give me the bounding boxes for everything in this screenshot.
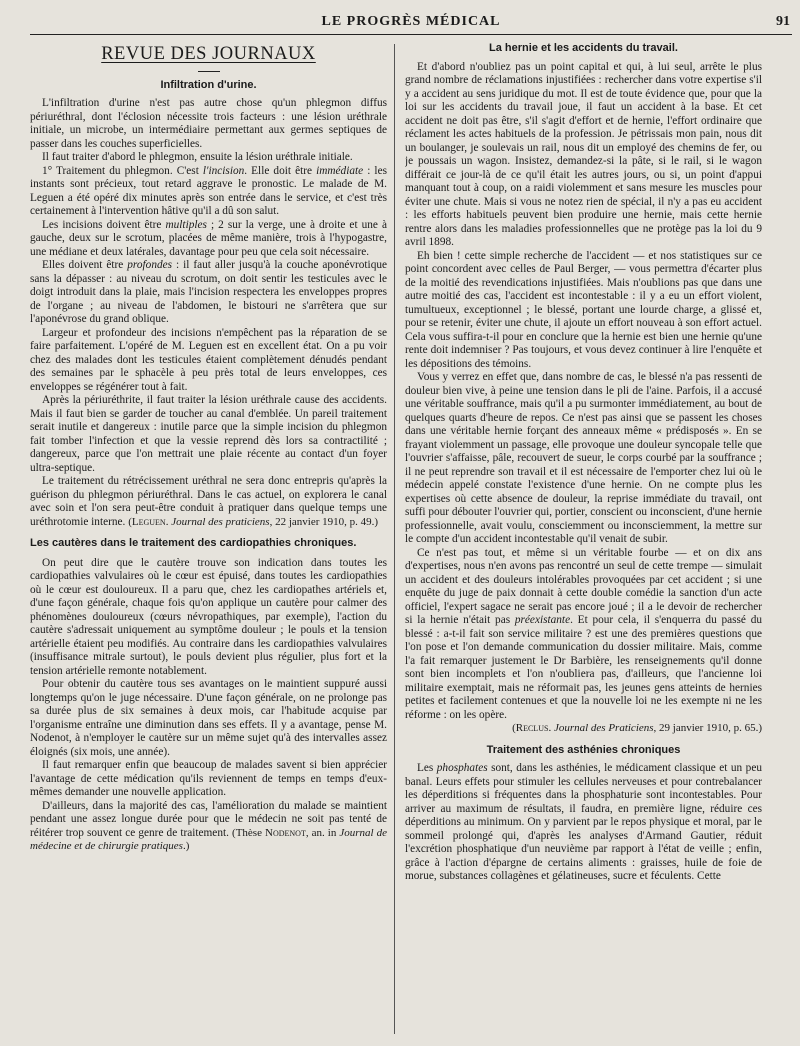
paragraph — [30, 475, 387, 529]
text-run: Les — [417, 762, 437, 774]
citation-date: , 29 janvier 1910, p. 65.) — [653, 722, 762, 734]
citation-author: Nodenot — [265, 826, 306, 839]
citation-author: Reclus — [515, 722, 549, 734]
text-run: : les instants sont précieux, tout retard aggrave le pronostic. Le malade de M. Leguen a été opéré dix minutes après son entrée dans le service, et c'est très certainement à l'intervention hâtive qu'il a dû son salut. — [30, 164, 387, 217]
text-run: sont, dans les asthénies, le médicament classique et un peu banal. Leurs effets pour stimuler les cellules nerveuses et pour contrebalancer les déperditions si fréquentes dans la phosphaturie sont incontestables. Pour arriver au maximum de résultats, il faudra, en première ligne, réduire ces déperditions au minimum. On y parvient par le repos physique et moral, par le sommeil prolongé qui, d'après les analyses d'Armand Gautier, réduit l'excrétion phosphatique d'un neuvième par rapport à l'état de veille ; enfin, grâce à l'action d'épargne de certains aliments : graisses, huile de foie de morue, substances collagènes et gélatineuses, sucre et féculents. Cette — [405, 762, 762, 882]
article-title-cauteres: Les cautères dans le traitement des cardiopathies chroniques. — [30, 537, 357, 549]
citation-journal: Journal des praticiens — [171, 515, 270, 528]
italic-term: multiples — [165, 218, 207, 231]
rubric-rule — [198, 71, 220, 72]
text-run: Ce n'est pas tout, et même si un véritable fourbe — et on dix ans d'expertises, nous n'en avons pas rencontré un seul de cette trempe — simulait un accident et des douleurs intolérables provoquées par cet accident ; si une enquête du juge de paix donnait à cette double comédie la sanction d'un acte officiel, l'expert sagace ne serait pas encore joué ; il a le devoir de rechercher si la hernie n'était pas — [405, 546, 762, 626]
column-divider — [394, 44, 395, 1034]
paragraph: L'infiltration d'urine n'est pas autre chose qu'un phlegmon diffus périuréthral, dont l'éclosion nécessite trois facteurs : une lésion uréthrale initiale, un microbe, un intermédiaire permettant aux germes septiques de passer dans les couches superficielles. — [30, 97, 387, 150]
running-title: LE PROGRÈS MÉDICAL — [321, 14, 501, 29]
text-run: Le traitement du rétrécissement uréthral ne sera donc entrepris qu'après la guérison du phlegmon périuréthral. Dans le cas actuel, on explorera le canal avec soin et l'on sera peut-être conduit à pratiquer dans quelque temps une uréthrotomie interne. — [30, 475, 387, 528]
paragraph: Largeur et profondeur des incisions n'empêchent pas la réparation de se faire parfaitement. L'opéré de M. Leguen est en excellent état. On a pu voir chez des malades dont les testicules étaient complètement dénudés pendant des semaines par le sphacèle à peu près total de leurs enveloppes, ces enveloppes se régénérer tout à fait. — [30, 326, 387, 393]
paragraph: Vous y verrez en effet que, dans nombre de cas, le blessé n'a pas ressenti de douleur bien vive, à peine une tension dans le pli de l'aine. Parfois, il a accusé une véritable souffrance, mais qu'il a pu surmonter immédiatement, au bout de quelques quarts d'heure de repos. Ce n'est pas ainsi que se passent les choses dans une véritable hernie forçant des anneaux même « prédisposés ». En se frayant violemment un passage, elle provoque une douleur syncopale telle que l'ouvrier s'affaisse, pâle, recouvert de sueur, le corps courbé par la souffrance ; il ne peut reprendre son travail et il est nécessaire de l'emporter chez lui où le médecin appelé constate l'existence d'une hernie. On ne compte plus les expertises où cette absence de douleur, la reprise immédiate du travail, ont suffi pour débouter l'ouvrier qui, portier, conscient ou inconscient, d'une hernie professionnelle, avait voulu, consciemment ou inconsciemment, la mettre sur le compte d'un accident incontestable qu'il venait de subir. — [405, 371, 762, 545]
paragraph: Et d'abord n'oubliez pas un point capital et qui, à lui seul, arrête le plus grand nombre de réclamations injustifiées : rechercher dans votre expertise s'il y a accident au sens juridique du mot. Il est de toute évidence que, pour que la loi sur les accidents du travail joue, il faut un accident à la base. Et cet accident ne doit pas être, s'il s'agit d'effort et de hernie, l'effort ordinaire que réclament les actes habituels de la profession. Je pétrissais mon pain, nous dit un boulanger, je soulevais un rail, nous dit un employé des chemins de fer, ou je poussais un wagon. Insistez, demandez-si la pâte, si le rail, si le wagon différait ce jour-là de ce qu'il était les autres jours, ou si, un point d'appui manquant tout à coup, on a raidi violemment et sans mesure les muscles pour éviter une chute. Mais si vous ne notez rien de spécial, il n'y a pas eu accident : les efforts habituels peuvent bien produire une hernie, mais cette hernie rentre alors dans les maladies professionnelles que ne protège pas la loi du 9 avril 1898. — [405, 60, 762, 248]
section-rubric: REVUE DES JOURNAUX — [101, 44, 316, 64]
text-run: 1° Traitement du phlegmon. C'est — [42, 164, 203, 177]
italic-term: préexistante — [514, 614, 571, 626]
paragraph: Eh bien ! cette simple recherche de l'accident — et nos statistiques sur ce point concordent avec celles de Paul Berger, — vous permettra d'écarter plus de la moitié des revendications injustifiées. Mais n'oublions pas que dans une autre moitié des cas, l'accident est incontestable : il y a eu un effort violent, tumultueux, exceptionnel ; le blessé, portant une lourde charge, a glissé et, pour se retenir, éviter une chute, il ajoute un effort nouveau à son effort actuel. Cela vous suffira-t-il pour en conclure que la hernie est bien une hernie qu'une rente doit indemniser ? Pas toujours, et vous devez continuer à lire l'enquête et les dépositions des témoins. — [405, 249, 762, 370]
italic-term: phosphates — [436, 762, 488, 774]
text-run: ; 2 sur la verge, une à droite et une à gauche, deux sur le scrotum, placées de même manière, trois à l'hypogastre, une médiane et deux latérales, davantage pour peu que cela soit nécessaire. — [30, 218, 387, 258]
text-run: . Et pour cela, il s'enquerra du passé du blessé : a-t-il fait son service militaire ? est une des premières questions que l'on pose et l'on demande communication du dossier militaire. Mais, comme l'a fait remarquer justement le Dr Barbière, les renseignements qu'il donne sont bien incomplets et l'on n'oubliera pas, d'ailleurs, que l'ancienne loi militaire exemptait, mais ne réformait pas, les jeunes gens atteints de hernies petites et facilement contenues et que la nouvelle loi ne les exempte ni ne les réforme : on les opère. — [405, 614, 762, 721]
paragraph — [405, 547, 762, 723]
text-run: Les incisions doivent être — [42, 218, 166, 231]
running-header — [30, 12, 792, 35]
italic-term: profondes — [127, 259, 173, 271]
paragraph — [30, 800, 387, 854]
text-run: : il faut aller jusqu'à la couche aponévrotique sans la dépasser : au niveau du scrotum, on doit sentir les testicules avec le doigt introduit dans la plaie, mais l'incision respectera les enveloppes propres de l'organe ; au niveau de l'abdomen, le bistouri ne s'arrêtera que sur l'aponévrose du grand oblique. — [30, 259, 387, 325]
paragraph: Pour obtenir du cautère tous ses avantages on le maintient suppuré aussi longtemps qu'on le juge nécessaire. D'une façon générale, on ne prolonge pas sa durée plus de six semaines à deux mois, car l'habitude acquise par l'organisme entraîne une diminution dans ses effets. Il y a avantage, pense M. Nodenot, à n'employer le cautère sur un même sujet qu'à des intervalles assez éloignés (six mois, une année). — [30, 678, 387, 758]
paragraph — [30, 259, 387, 327]
paragraph: Après la périuréthrite, il faut traiter la lésion uréthrale cause des accidents. Mais il faut bien se garder de toucher au canal d'emblée. Un pareil traitement serait inutile et dangereux : inutile parce que la simple incision du phlegmon fait tomber l'infection et que la vessie reprend dès lors sa contractilité ; dangereux, parce que l'on mettrait une plaie récente au contact d'un foyer ultra-septique. — [30, 394, 387, 474]
paragraph — [405, 762, 762, 884]
citation: (Leguen. Journal des praticiens, 22 janvier 1910, p. 49.) — [128, 515, 379, 528]
text-run: D'ailleurs, dans la majorité des cas, l'amélioration du malade se maintient pendant une assez longue durée pour que le médecin ne soit pas tenté de réitérer trop souvent ce genre de traitement. — [30, 799, 387, 839]
left-column — [30, 42, 387, 1038]
paragraph: On peut dire que le cautère trouve son indication dans toutes les cardiopathies valvulaires où le cœur est épuisé, dans toutes les cardiopathies où le cœur est douloureux. Il a paru que, chez les cardiopathes artériels et, d'une façon générale, chaque fois qu'on applique un cautère pour calmer des phénomènes douloureux (cœurs névropathiques, par exemple), l'action du cautère s'adressait uniquement au symptôme douleur ; le pouls et la tension artérielle étaient peu modifiés. Au contraire dans les cardiopathies valvulaires (insuffisance mitrale surtout), le pouls devient plus régulier, plus fort et la tension artérielle remonte notablement. — [30, 556, 387, 677]
text-run: . Elle doit être — [244, 164, 317, 177]
paragraph: Il faut remarquer enfin que beaucoup de malades savent si bien apprécier l'avantage de cette médication qu'ils reviennent de temps en temps d'eux-mêmes demander une nouvelle application. — [30, 759, 387, 798]
italic-term: l'incision — [202, 164, 245, 177]
paragraph — [30, 219, 387, 260]
citation-journal: Journal de médecine et de chirurgie pratiques — [30, 826, 387, 852]
citation: (Thèse Nodenot, an. in Journal de médecine et de chirurgie pratiques.) — [30, 826, 387, 852]
article-title-infiltration: Infiltration d'urine. — [160, 78, 257, 91]
paragraph: Il faut traiter d'abord le phlegmon, ensuite la lésion uréthrale initiale. — [42, 151, 353, 163]
italic-term: immédiate — [316, 164, 364, 177]
page-number: 91 — [776, 14, 790, 29]
citation-journal: Journal des Praticiens — [553, 722, 654, 734]
text-run: Elles doivent être — [42, 259, 128, 271]
citation: (Reclus. Journal des Praticiens, 29 janvier 1910, p. 65.) — [512, 722, 762, 734]
right-column — [405, 42, 762, 1038]
citation-author: Leguen — [131, 515, 166, 528]
article-title-asthenies: Traitement des asthénies chroniques — [486, 743, 681, 756]
citation-date: , 22 janvier 1910, p. 49.) — [269, 515, 379, 528]
article-title-hernie: La hernie et les accidents du travail. — [489, 42, 678, 54]
paragraph — [30, 165, 387, 219]
